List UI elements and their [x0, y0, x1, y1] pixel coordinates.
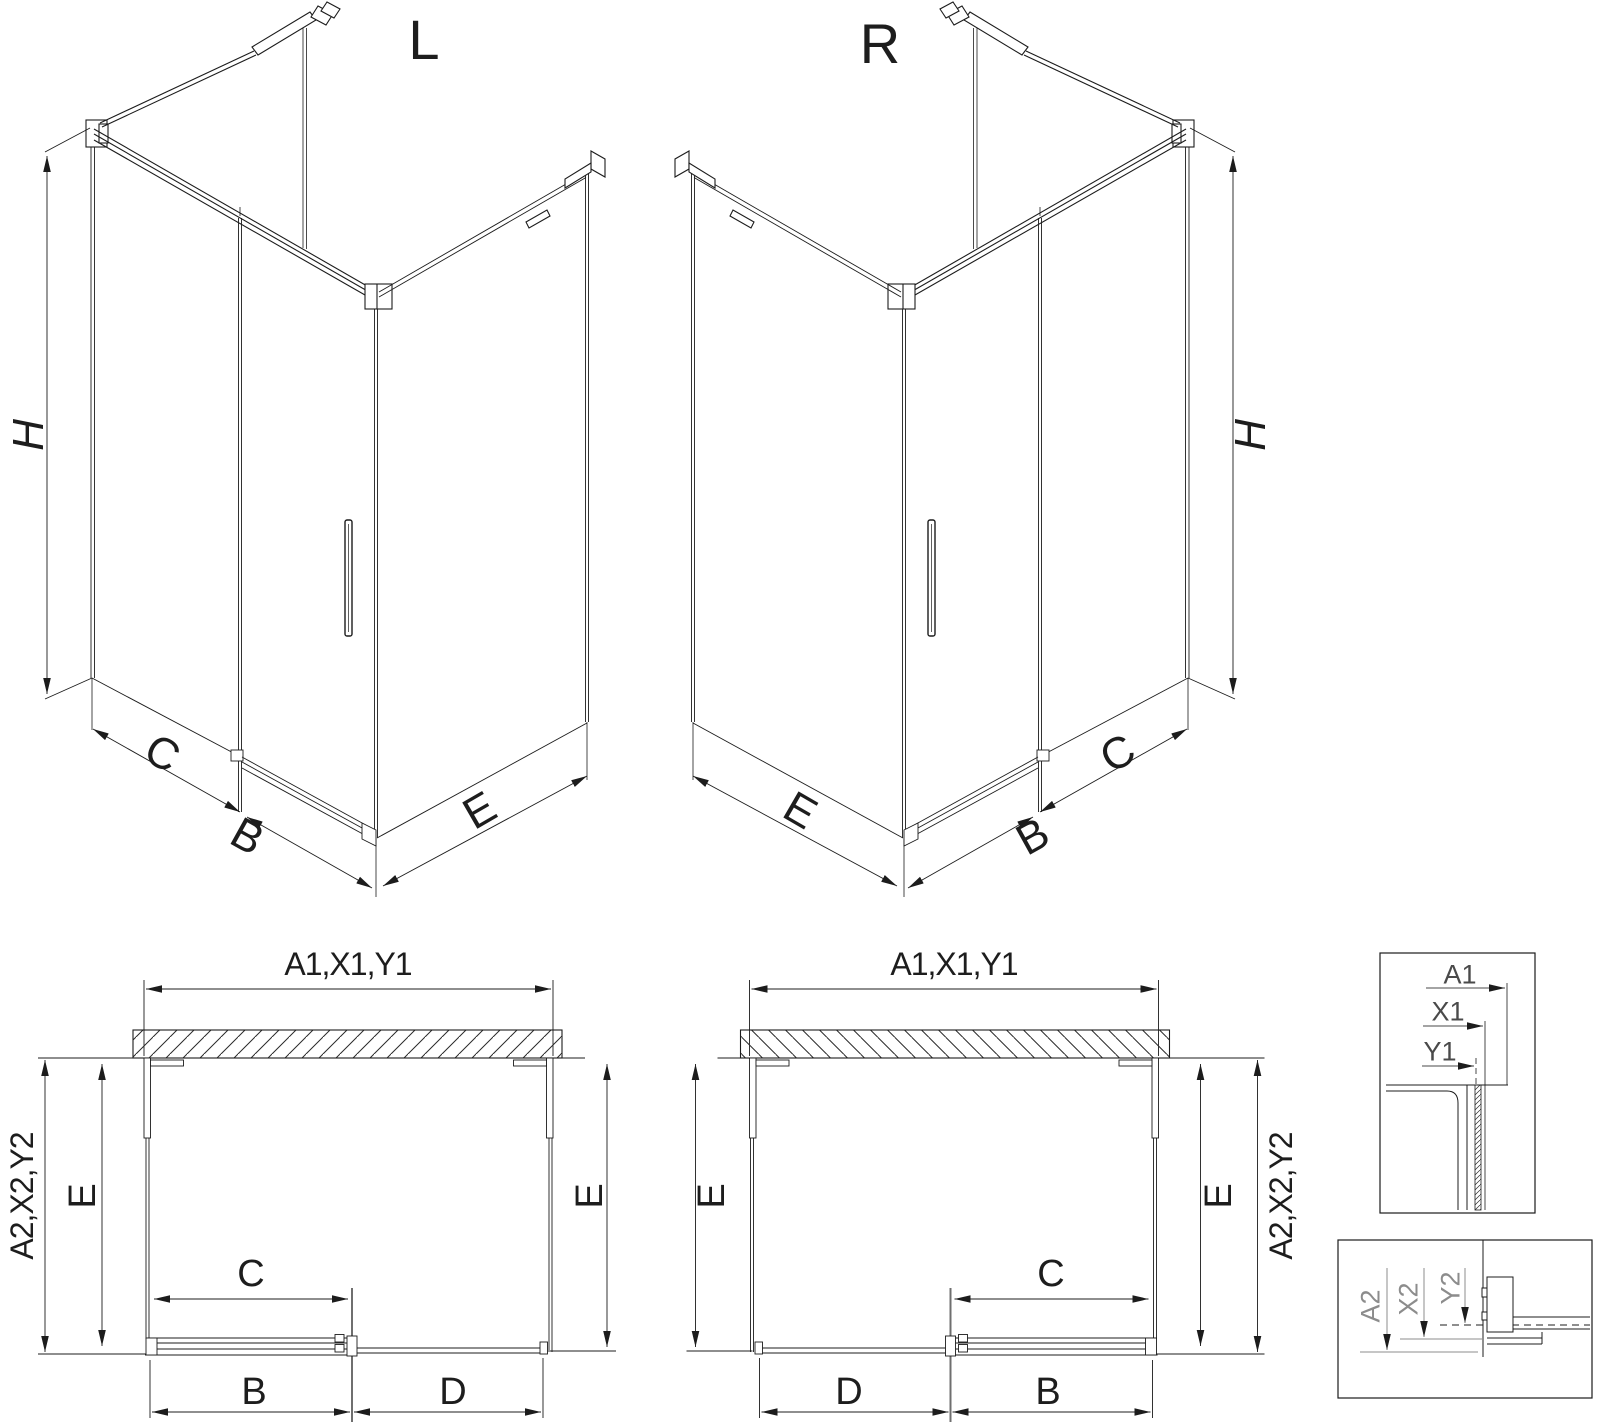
plan-right-e1-label: E: [691, 1183, 733, 1209]
plan-left-c-label: C: [237, 1253, 265, 1295]
detail-a1-label: A1: [1443, 959, 1477, 990]
dim-label-height-left: H: [4, 419, 53, 451]
detail-x2-label: X2: [1393, 1282, 1424, 1316]
dim-label-b-right: B: [1008, 808, 1058, 866]
plan-left-b-label: B: [241, 1371, 267, 1413]
iso-view-right: [675, 2, 1235, 897]
dim-label-b-left: B: [222, 808, 272, 866]
detail-y1-label: Y1: [1423, 1036, 1457, 1067]
plan-view-left: [38, 980, 616, 1422]
plan-right-d-label: D: [835, 1371, 863, 1413]
plan-left-depth-label: A2,X2,Y2: [4, 1132, 40, 1260]
dim-label-c-right: C: [1091, 724, 1144, 783]
plan-left-d-label: D: [439, 1371, 467, 1413]
plan-left-e2-label: E: [569, 1183, 611, 1209]
detail-a2-label: A2: [1355, 1289, 1386, 1323]
plan-left-e1-label: E: [62, 1183, 104, 1209]
plan-right-c-label: C: [1037, 1253, 1065, 1295]
dim-label-e-right: E: [775, 782, 826, 840]
detail-x1-label: X1: [1431, 996, 1465, 1027]
detail-y2-label: Y2: [1435, 1271, 1466, 1305]
plan-right-width-label: A1,X1,Y1: [890, 946, 1018, 982]
plan-right-e2-label: E: [1198, 1183, 1240, 1209]
detail-box-width: [1380, 953, 1535, 1213]
dim-label-height-right: H: [1226, 419, 1275, 451]
variant-label-right: R: [859, 12, 901, 75]
plan-right-b-label: B: [1035, 1371, 1061, 1413]
iso-view-left: [45, 2, 605, 897]
variant-label-left: L: [408, 8, 440, 71]
plan-right-depth-label: A2,X2,Y2: [1263, 1132, 1299, 1260]
dim-label-e-left: E: [454, 782, 505, 840]
plan-left-width-label: A1,X1,Y1: [284, 946, 412, 982]
dim-label-c-left: C: [136, 724, 189, 783]
plan-view-right: [687, 980, 1265, 1422]
